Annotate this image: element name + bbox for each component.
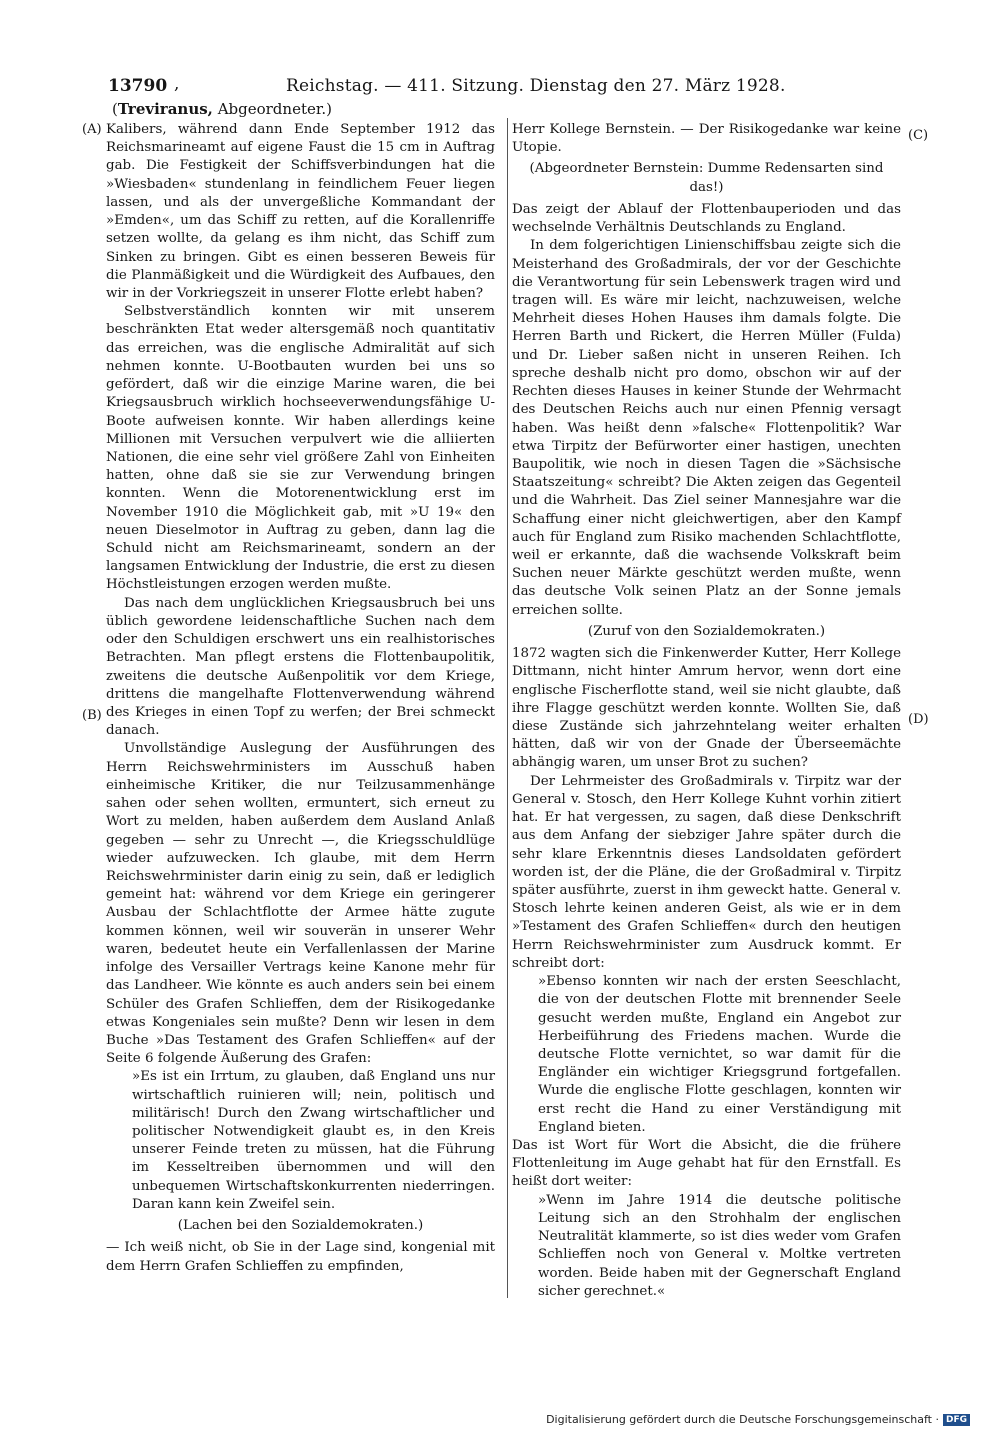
- footer-text: Digitalisierung gefördert durch die Deutsche Forschungsgemeinschaft ·: [546, 1413, 939, 1426]
- column-divider: [507, 118, 508, 1298]
- left-column: [106, 121, 495, 1276]
- margin-label-d: (D): [908, 712, 929, 727]
- left-column-paragraph: — Ich weiß nicht, ob Sie in der Lage sind, kongenial mit dem Herrn Grafen Schlieffen zu empfinden,: [106, 1240, 495, 1274]
- dfg-logo: DFG: [943, 1414, 970, 1426]
- right-column-paragraph: 1872 wagten sich die Finkenwerder Kutter, Herr Kollege Dittmann, nicht hinter Amrum hervor, wenn dort eine englische Fischerflotte stand, weil sie nicht glaubte, daß ihre Flagge geschützt werden konnte. Wollten Sie, daß diese Zustände sich jahrzehntelang weiter erhalten hätten, daß wir von der Gnade der Überseemächte abhängig waren, um unser Brot zu suchen?: [512, 646, 901, 771]
- running-head: Reichstag. — 411. Sitzung. Dienstag den 27. März 1928.: [286, 76, 786, 96]
- speaker-line: [112, 100, 332, 118]
- left-column-paragraph: »Es ist ein Irrtum, zu glauben, daß England uns nur wirtschaftlich ruinieren will; nein, politisch und militärisch! Durch den Zwang wirtschaftlicher und politischer Notwendigkeit glaubt es, in den Kreis unserer Feinde treten zu müssen, hat die Führung im Kesseltreiben übernommen und will den unbequemen Wirtschaftskonkurrenten niederringen. Daran kann kein Zweifel sein.: [132, 1069, 495, 1212]
- right-column-paragraph: In dem folgerichtigen Linienschiffsbau zeigte sich die Meisterhand des Großadmirals, der vor der Geschichte die Verantwortung für sein Lebenswerk tragen wird und tragen will. Es wäre mir leicht, nachzuweisen, welche Mehrheit dieses Hohen Hauses ihm damals folgte. Die Herren Barth und Rickert, die Herren Müller (Fulda) und Dr. Lieber saßen nicht in unseren Reihen. Ich spreche deshalb nicht pro domo, obschon wir auf der Rechten dieses Hauses in keiner Stunde der Wehrmacht des Deutschen Reichs auch nur einen Pfennig versagt haben. Was heißt denn »falsche« Flottenpolitik? War etwa Tirpitz der Befürworter einer hastigen, unechten Baupolitik, wie noch in diesen Tagen die »Sächsische Staatszeitung« schreibt? Die Akten zeigen das Gegenteil und die Wahrheit. Das Ziel seiner Mannesjahre war die Schaffung einer nicht gleichwertigen, aber den Kampf auch für England zum Risiko machenden Schlachtflotte, weil er erkannte, daß die wachsende Volkskraft beim Suchen neuer Märkte geschützt werden mußte, wenn das deutsche Volk seinen Platz an der Sonne jemals erreichen sollte.: [512, 238, 901, 618]
- right-column-paragraph: Herr Kollege Bernstein. — Der Risikogedanke war keine Utopie.: [512, 122, 901, 156]
- left-column-paragraph: Selbstverständlich konnten wir mit unserem beschränkten Etat weder altersgemäß noch quantitativ das erreichen, was die englische Admiralität auf sich nehmen konnte. U-Bootbauten wurden bei uns so gefördert, daß wir die einzige Marine waren, die bei Kriegsausbruch wirklich hochseeverwendungsfähige U-Boote aufweisen konnte. Wir haben allerdings keine Millionen mit Versuchen verpulvert wie die alliierten Nationen, die eine sehr viel größere Zahl von Einheiten hatten, ohne daß sie sie zur Verwendung bringen konnten. Wenn die Motorenentwicklung erst im November 1910 die Möglichkeit gab, mit »U 19« den neuen Dieselmotor in Auftrag zu geben, dann lag die Schuld nicht am Reichsmarineamt, sondern an der langsamen Entwicklung der Industrie, die erst zu diesen Höchstleistungen erzogen werden mußte.: [106, 304, 495, 593]
- margin-label-b: (B): [82, 708, 102, 723]
- left-column-paragraph: Unvollständige Auslegung der Ausführungen des Herrn Reichswehrministers im Ausschuß haben einheimische Kritiker, die nur Teilzusammenhänge sahen oder sehen wollten, ermuntert, sich erneut zu Wort zu melden, haben außerdem dem Ausland Anlaß gegeben — sehr zu Unrecht —, die Kriegsschuldlüge wieder aufzuwecken. Ich glaube, mit dem Herrn Reichswehrminister darin einig zu sein, daß er lediglich gemeint hat: während vor dem Kriege ein geringerer Ausbau der Schlachtflotte der Armee hätte zugute kommen können, weil wir souverän in unserer Wehr waren, bedeutet heute ein Verfallenlassen der Marine infolge des Versailler Vertrags keine Kanone mehr für das Landheer. Wie könnte es auch anders sein bei einem Schüler des Grafen Schlieffen, dem der Risikogedanke etwas Kongeniales sein mußte? Denn wir lesen in dem Buche »Das Testament des Grafen Schlieffen« auf der Seite 6 folgende Äußerung des Grafen:: [106, 741, 495, 1067]
- speaker-name: Treviranus,: [117, 100, 213, 118]
- right-column-paragraph: »Wenn im Jahre 1914 die deutsche politische Leitung sich an den Strohhalm der englischen Neutralität klammerte, so ist dies weder vom Grafen Schlieffen noch von General v. Moltke vertreten worden. Beide haben mit der Gegnerschaft England sicher gerechnet.«: [538, 1192, 901, 1299]
- margin-label-c: (C): [908, 128, 929, 143]
- left-column-paragraph: Das nach dem unglücklichen Kriegsausbruch bei uns üblich gewordene leidenschaftliche Suchen nach dem oder den Schuldigen erschwert uns ein realhistorisches Betrachten. Man pflegt erstens die Flottenbaupolitik, zweitens die deutsche Außenpolitik vor dem Kriege, drittens die mangelhafte Flottenverwendung während des Krieges in einen Topf zu werfen; der Brei schmeckt danach.: [106, 595, 495, 739]
- left-column-paragraph: (Lachen bei den Sozialdemokraten.): [177, 1218, 424, 1234]
- left-column-paragraph: Kalibers, während dann Ende September 1912 das Reichsmarineamt auf eigene Faust die 15 cm in Auftrag gab. Die Festigkeit der Schiffsverbindungen hat die »Wiesbaden« stundenlang in feindlichem Feuer liegen lassen, und als der unvergeßliche Kommandant der »Emden«, um das Schiff zu retten, auf die Korallenriffe setzen wollte, da gelang es ihm nicht, das Schiff zum Sinken zu bringen. Gibt es einen besseren Beweis für die Planmäßigkeit und die Würdigkeit des Aufbaues, den wir in der Vorkriegszeit in unserer Flotte erlebt haben?: [106, 122, 495, 301]
- speaker-open: (: [112, 100, 118, 118]
- right-column-paragraph: (Abgeordneter Bernstein: Dumme Redensarten sind das!): [529, 161, 884, 195]
- right-column-paragraph: Das zeigt der Ablauf der Flottenbauperioden und das wechselnde Verhältnis Deutschlands zu England.: [512, 201, 901, 236]
- header-comma: ,: [174, 74, 180, 94]
- right-column-paragraph: »Ebenso konnten wir nach der ersten Seeschlacht, die von der deutschen Flotte mit brennender Seele gesucht werden mußte, England ein Angebot zur Herbeiführung des Friedens machen. Wurde die deutsche Flotte vernichtet, so war damit für die Engländer ein wichtiger Kriegsgrund fortgefallen. Wurde die englische Flotte geschlagen, konnten wir erst recht die Hand zu einer Verständigung mit England bieten.: [538, 974, 901, 1135]
- right-column-paragraph: Der Lehrmeister des Großadmirals v. Tirpitz war der General v. Stosch, den Herr Kollege Kuhnt vorhin zitiert hat. Er hat vergessen, zu sagen, daß diese Denkschrift aus dem Anfang der siebziger Jahre später durch die sehr klare Erkenntnis dieses Landsoldaten gefördert worden ist, der die Pläne, die der Großadmiral v. Tirpitz später ausführte, zuerst in ihm geweckt hatte. General v. Stosch lehrte keinen anderen Geist, als wie er in dem »Testament des Grafen Schlieffen« durch den heutigen Herrn Reichswehrminister zum Ausdruck kommt. Er schreibt dort:: [512, 773, 901, 971]
- right-column-paragraph: (Zuruf von den Sozialdemokraten.): [587, 623, 826, 639]
- speaker-role: Abgeordneter.): [217, 100, 332, 118]
- page-header: [108, 76, 928, 100]
- page-footer: [546, 1413, 970, 1426]
- right-column: [512, 121, 901, 1301]
- right-column-paragraph: Das ist Wort für Wort die Absicht, die die frühere Flottenleitung im Auge gehabt hat für den Ernstfall. Es heißt dort weiter:: [512, 1138, 901, 1190]
- margin-label-a: (A): [82, 122, 102, 137]
- page-number: 13790: [108, 76, 168, 96]
